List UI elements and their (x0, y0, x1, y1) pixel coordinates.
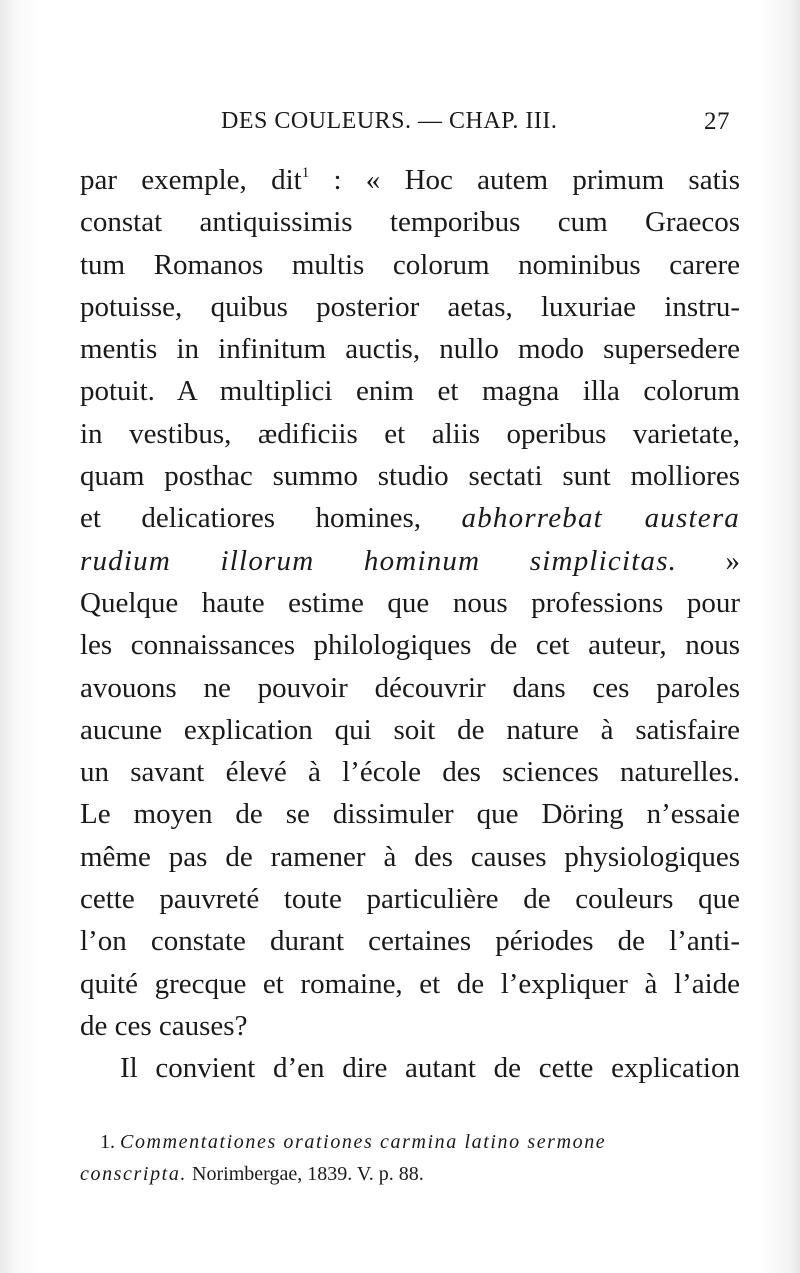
text-line: quité grecque et romaine, et de l’expliquer à l’aide (80, 967, 740, 1000)
text-line: quam posthac summo studio sectati sunt molliores (80, 460, 740, 493)
text-line: aucune explication qui soit de nature à satisfaire (80, 713, 740, 746)
text-line: rudium illorum hominum simplicitas. » (80, 544, 740, 577)
text-line: tum Romanos multis colorum nominibus carere (80, 248, 740, 281)
text-line: constat antiquissimis temporibus cum Graecos (80, 206, 740, 239)
text-line: l’on constate durant certaines périodes de l’anti- (80, 925, 740, 958)
footnote (80, 1126, 740, 1190)
text-line: de ces causes? (80, 1009, 248, 1042)
running-title: DES COULEURS. — CHAP. III. (221, 108, 558, 134)
text-line: Quelque haute estime que nous professions pour (80, 586, 740, 619)
footnote-line (80, 1158, 740, 1190)
text-line: potuisse, quibus posterior aetas, luxuriae instru- (80, 290, 740, 323)
footnote-citation: Norimbergae, 1839. V. p. 88. (187, 1163, 424, 1185)
footnote-number: 1. (100, 1131, 115, 1153)
text-line: par exemple, dit$^1$ : « Hoc autem primum satis (80, 164, 740, 196)
text-line: potuit. A multiplici enim et magna illa colorum (80, 375, 740, 408)
text-line: in vestibus, ædificiis et aliis operibus varietate, (80, 417, 740, 450)
footnote-title: Commentationes orationes carmina latino sermone (120, 1131, 607, 1153)
text-line: même pas de ramener à des causes physiologiques (80, 840, 740, 873)
page-number: 27 (704, 108, 730, 135)
body-text (80, 152, 740, 1090)
text-line: et delicatiores homines, abhorrebat austera (80, 502, 741, 535)
text-line: Il convient d’en dire autant de cette explication (120, 1052, 740, 1085)
text-line: cette pauvreté toute particulière de couleurs que (80, 883, 740, 916)
footnote-line (80, 1126, 740, 1158)
italic-phrase: rudium illorum hominum simplicitas. (80, 544, 678, 577)
text-line: les connaissances philologiques de cet auteur, nous (80, 629, 740, 662)
italic-phrase: abhorrebat austera (461, 502, 741, 535)
text-line: Le moyen de se dissimuler que Döring n’essaie (80, 798, 740, 831)
text-line: un savant élevé à l’école des sciences naturelles. (80, 756, 740, 789)
text-line: mentis in infinitum auctis, nullo modo supersedere (80, 333, 740, 366)
running-header (78, 102, 738, 142)
footnote-title: conscripta. (80, 1163, 188, 1185)
footnote-ref: 1 (301, 165, 310, 181)
text-line: avouons ne pouvoir découvrir dans ces paroles (80, 671, 740, 704)
